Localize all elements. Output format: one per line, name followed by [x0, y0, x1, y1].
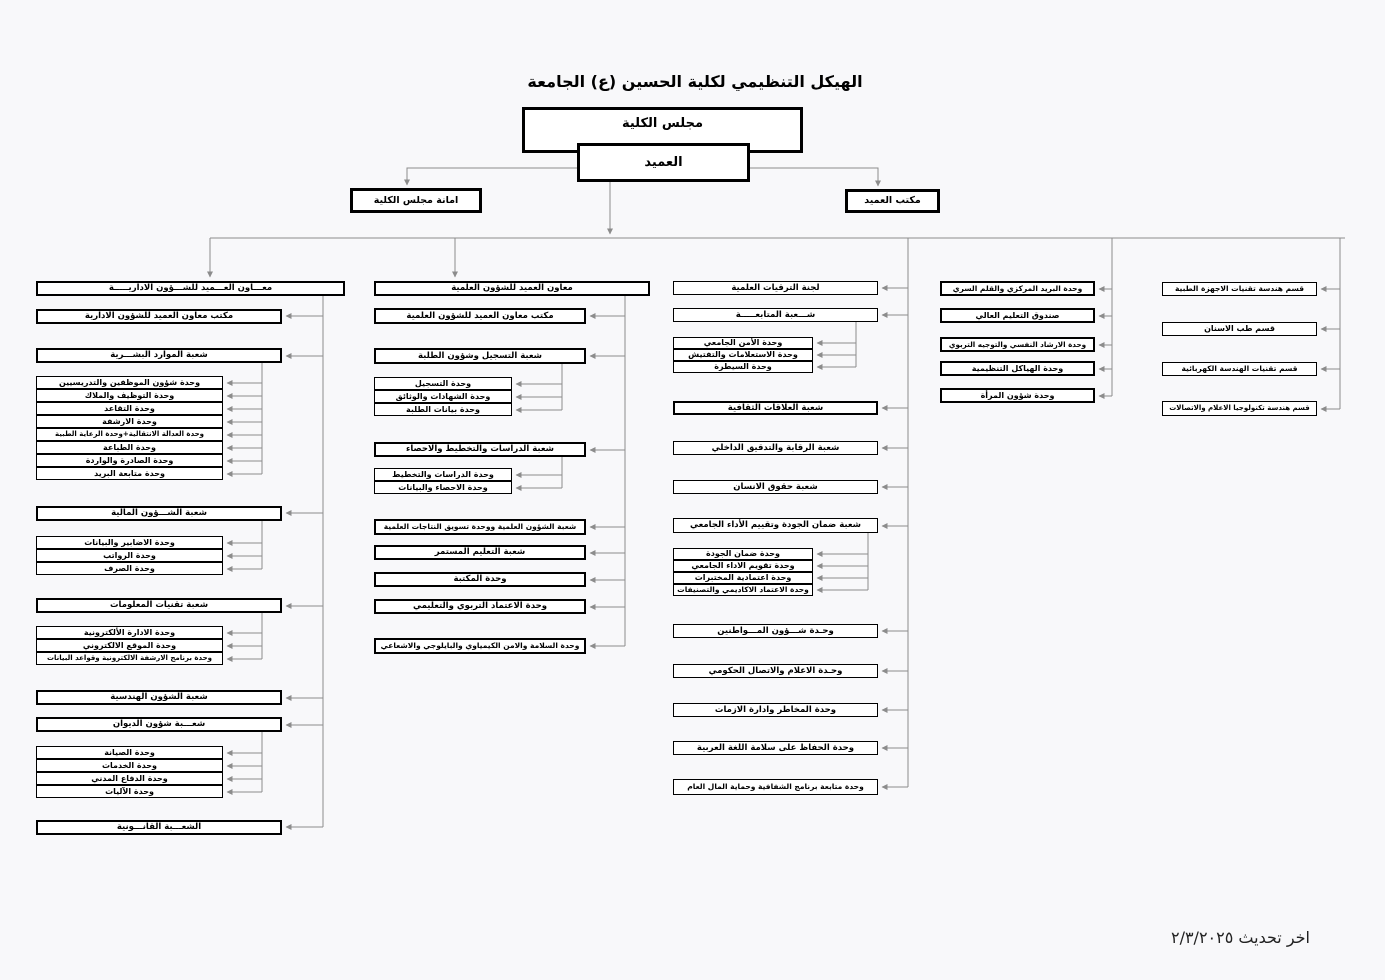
studies-planning-division-box: شعبة الدراسات والتخطيط والاحصاء — [374, 442, 586, 457]
control-unit-box: وحدة السيطرة — [673, 361, 813, 373]
scientific-assistant-office-box: مكتب معاون العميد للشؤون العلمية — [374, 308, 586, 324]
women-affairs-unit-box: وحدة شؤون المرأة — [940, 388, 1095, 403]
higher-education-fund-box: صندوق التعليم العالي — [940, 308, 1095, 323]
statistics-data-unit-box: وحدة الاحصاء والبيانات — [374, 481, 512, 494]
dean-box: العميد — [577, 143, 750, 182]
last-updated-note: اخر تحديث ٢/٣/٢٠٢٥ — [1170, 928, 1310, 947]
internal-audit-division-box: شعبة الرقابة والتدقيق الداخلي — [673, 441, 878, 455]
academic-accreditation-unit-box: وحدة الاعتماد الاكاديمي والتصنيفات — [673, 584, 813, 596]
e-management-unit-box: وحدة الادارة الألكترونية — [36, 626, 223, 639]
media-gov-communication-unit-box: وحـدة الاعلام والاتصال الحكومي — [673, 664, 878, 678]
hr-division-box: شعبة الموارد البشـــرية — [36, 348, 282, 363]
connector-line — [407, 168, 577, 185]
files-data-unit-box: وحدة الاضابير والبيانات — [36, 536, 223, 549]
library-unit-box: وحدة المكتبة — [374, 572, 586, 587]
studies-planning-unit-box: وحدة الدراسات والتخطيط — [374, 468, 512, 481]
machinery-unit-box: وحدة الآليات — [36, 785, 223, 798]
medical-devices-dept-box: قسم هندسة تقنيات الاجهزة الطبية — [1162, 282, 1317, 296]
legal-division-box: الشعـــبة القانـــونية — [36, 820, 282, 835]
retirement-unit-box: وحدة التقاعد — [36, 402, 223, 415]
registration-division-box: شعبة التسجيل وشؤون الطلبة — [374, 348, 586, 364]
org-structures-unit-box: وحدة الهياكل التنظيمية — [940, 361, 1095, 376]
university-security-unit-box: وحدة الأمن الجامعي — [673, 337, 813, 349]
college-council-box: مجلس الكلية — [522, 107, 803, 153]
salaries-unit-box: وحدة الرواتب — [36, 549, 223, 562]
citizens-affairs-unit-box: وحـدة شـــؤون المـــواطنين — [673, 624, 878, 638]
inquiries-inspection-unit-box: وحدة الاستعلامات والتفتيش — [673, 349, 813, 361]
website-unit-box: وحدة الموقع الالكتروني — [36, 639, 223, 652]
employment-unit-box: وحدة التوظيف والملاك — [36, 389, 223, 402]
risk-crisis-unit-box: وحدة المخاطر وادارة الازمات — [673, 703, 878, 717]
electrical-engineering-dept-box: قسم تقنيات الهندسة الكهربائية — [1162, 362, 1317, 376]
services-unit-box: وحدة الخدمات — [36, 759, 223, 772]
scientific-affairs-division-box: شعبة الشؤون العلمية ووحدة تسويق النتاجات العلمية — [374, 519, 586, 535]
printing-unit-box: وحدة الطباعة — [36, 441, 223, 454]
incoming-outgoing-unit-box: وحدة الصادرة والواردة — [36, 454, 223, 467]
transitional-justice-medical-unit-box: وحدة العدالة الانتقالية+وحدة الرعاية الطبية — [36, 428, 223, 441]
followup-division-box: شـــعبة المتابعـــــة — [673, 308, 878, 322]
performance-evaluation-unit-box: وحدة تقويم الاداء الجامعي — [673, 560, 813, 572]
cultural-relations-division-box: شعبة العلاقات الثقافية — [673, 401, 878, 415]
page-title: الهيكل التنظيمي لكلية الحسين (ع) الجامعة — [527, 72, 863, 91]
engineering-division-box: شعبة الشؤون الهندسية — [36, 690, 282, 705]
registration-unit-box: وحدة التسجيل — [374, 377, 512, 390]
admin-assistant-office-box: مكتب معاون العميد للشؤون الادارية — [36, 309, 282, 324]
promotions-committee-box: لجنة الترقيات العلمية — [673, 281, 878, 295]
quality-assurance-unit-box: وحدة ضمان الجودة — [673, 548, 813, 560]
scientific-assistant-dean-box: معاون العميد للشؤون العلمية — [374, 281, 650, 296]
staff-affairs-unit-box: وحدة شؤون الموظفين والتدريسيين — [36, 376, 223, 389]
it-division-box: شعبة تقنيات المعلومات — [36, 598, 282, 613]
council-secretariat-box: امانة مجلس الكلية — [350, 188, 482, 213]
e-archiving-databases-unit-box: وحدة برنامج الارشفة الالكترونية وقواعد البيانات — [36, 652, 223, 665]
dean-office-box: مكتب العميد — [845, 189, 940, 213]
continuing-education-division-box: شعبة التعليم المستمر — [374, 545, 586, 560]
dentistry-dept-box: قسم طب الاسنان — [1162, 322, 1317, 336]
arabic-language-unit-box: وحدة الحفاظ على سلامة اللغة العربية — [673, 741, 878, 755]
disbursement-unit-box: وحدة الصرف — [36, 562, 223, 575]
mail-followup-unit-box: وحدة متابعة البريد — [36, 467, 223, 480]
admin-assistant-dean-box: معـــاون العـــميد للشـــؤون الاداريـــــة — [36, 281, 345, 296]
human-rights-division-box: شعبة حقوق الانسان — [673, 480, 878, 494]
transparency-unit-box: وحدة متابعة برنامج الشفافية وحماية المال العام — [673, 779, 878, 795]
student-data-unit-box: وحدة بيانات الطلبة — [374, 403, 512, 416]
diwan-division-box: شعـــبة شؤون الديوان — [36, 717, 282, 732]
educational-accreditation-unit-box: وحدة الاعتماد التربوي والتعليمي — [374, 599, 586, 614]
safety-security-unit-box: وحدة السلامة والامن الكيمياوي والبايلوجي والاشعاعي — [374, 638, 586, 654]
central-mail-unit-box: وحدة البريد المركزي والقلم السري — [940, 281, 1095, 296]
quality-assurance-division-box: شعبة ضمان الجودة وتقييم الأداء الجامعي — [673, 518, 878, 533]
counseling-guidance-unit-box: وحدة الارشاد النفسي والتوجيه التربوي — [940, 337, 1095, 352]
ict-engineering-dept-box: قسم هندسة تكنولوجيا الاعلام والاتصالات — [1162, 401, 1317, 416]
maintenance-unit-box: وحدة الصيانة — [36, 746, 223, 759]
financial-division-box: شعبة الشـــؤون المالية — [36, 506, 282, 521]
civil-defense-unit-box: وحدة الدفاع المدني — [36, 772, 223, 785]
certificates-documents-unit-box: وحدة الشهادات والوثائق — [374, 390, 512, 403]
lab-accreditation-unit-box: وحدة اعتمادية المختبرات — [673, 572, 813, 584]
archiving-unit-box: وحدة الارشفة — [36, 415, 223, 428]
connector-line — [750, 168, 878, 186]
